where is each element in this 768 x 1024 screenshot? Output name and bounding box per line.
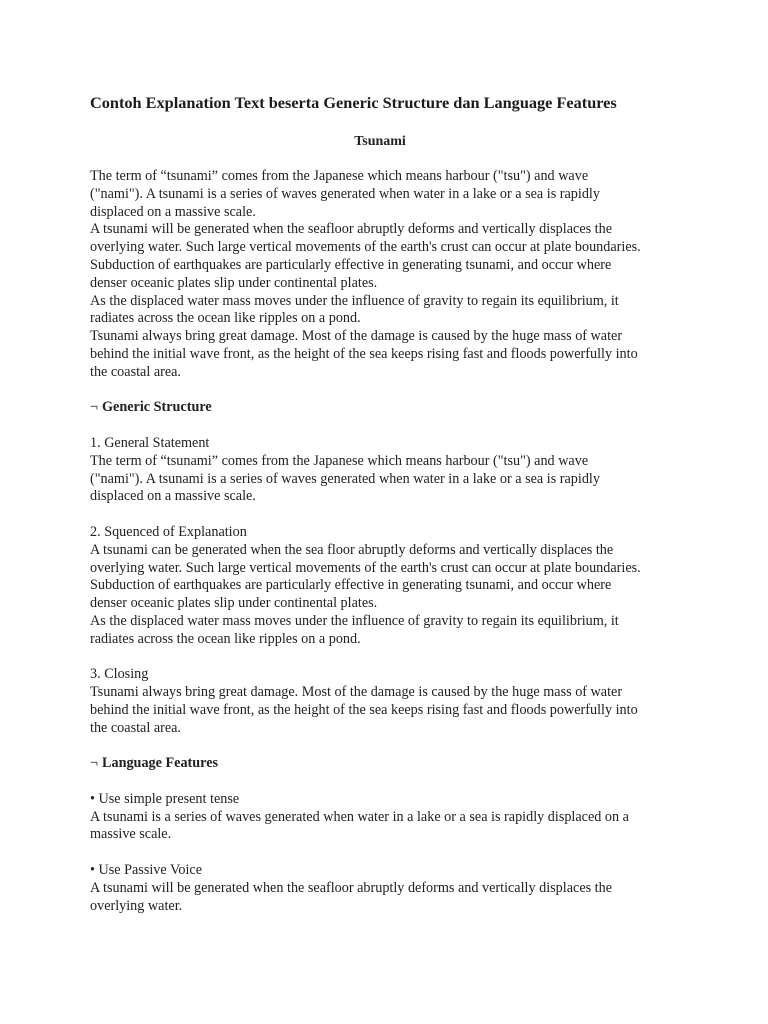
text-line: Subduction of earthquakes are particularly effective in generating tsunami, and occur where bbox=[90, 577, 612, 594]
text-line: behind the initial wave front, as the height of the sea keeps rising fast and floods powerfully into bbox=[90, 701, 638, 718]
not-sign-bullet-icon: ¬ bbox=[90, 399, 99, 416]
text-line: radiates across the ocean like ripples on a pond. bbox=[90, 630, 361, 647]
text-line: A tsunami can be generated when the sea floor abruptly deforms and vertically displaces the bbox=[90, 541, 614, 558]
text-line: denser oceanic plates slip under continental plates. bbox=[90, 274, 378, 291]
generic-structure-heading bbox=[90, 399, 690, 417]
section-heading-text: Language Features bbox=[102, 755, 219, 772]
section-label: 3. Closing bbox=[90, 666, 149, 683]
text-line: overlying water. bbox=[90, 897, 183, 914]
text-line: displaced on a massive scale. bbox=[90, 203, 256, 220]
text-line: the coastal area. bbox=[90, 363, 181, 380]
text-line: behind the initial wave front, as the height of the sea keeps rising fast and floods powerfully into bbox=[90, 345, 638, 362]
text-line: radiates across the ocean like ripples on a pond. bbox=[90, 310, 361, 327]
text-line: overlying water. Such large vertical movements of the earth's crust can occur at plate boundaries. bbox=[90, 559, 641, 576]
text-line: ("nami"). A tsunami is a series of waves generated when water in a lake or a sea is rapidly bbox=[90, 470, 600, 487]
simple-present-feature bbox=[90, 791, 690, 844]
text-line: A tsunami is a series of waves generated when water in a lake or a sea is rapidly displaced on a bbox=[90, 808, 629, 825]
text-line: Tsunami always bring great damage. Most of the damage is caused by the huge mass of water bbox=[90, 328, 623, 345]
text-line: A tsunami will be generated when the seafloor abruptly deforms and vertically displaces the bbox=[90, 221, 613, 238]
closing-section bbox=[90, 666, 690, 737]
text-line: Subduction of earthquakes are particularly effective in generating tsunami, and occur where bbox=[90, 256, 612, 273]
text-line: overlying water. Such large vertical movements of the earth's crust can occur at plate boundaries. bbox=[90, 239, 641, 256]
section-heading-text: Generic Structure bbox=[102, 399, 212, 416]
language-features-heading bbox=[90, 755, 690, 773]
text-line: the coastal area. bbox=[90, 719, 181, 736]
sequence-of-explanation-section bbox=[90, 524, 690, 649]
feature-label: • Use Passive Voice bbox=[90, 862, 203, 879]
text-line: As the displaced water mass moves under the influence of gravity to regain its equilibrium, it bbox=[90, 292, 619, 309]
document-title: Contoh Explanation Text beserta Generic Structure dan Language Features bbox=[90, 93, 617, 112]
section-label: 1. General Statement bbox=[90, 434, 210, 451]
text-line: A tsunami will be generated when the seafloor abruptly deforms and vertically displaces the bbox=[90, 879, 613, 896]
intro-paragraph bbox=[90, 168, 690, 382]
text-line: As the displaced water mass moves under the influence of gravity to regain its equilibrium, it bbox=[90, 612, 619, 629]
section-label: 2. Squenced of Explanation bbox=[90, 523, 247, 540]
text-line: The term of “tsunami” comes from the Japanese which means harbour ("tsu") and wave bbox=[90, 168, 589, 184]
document-subtitle: Tsunami bbox=[354, 134, 406, 149]
document-page bbox=[90, 92, 690, 915]
text-line: displaced on a massive scale. bbox=[90, 488, 256, 505]
text-line: Tsunami always bring great damage. Most of the damage is caused by the huge mass of water bbox=[90, 684, 623, 701]
text-line: ("nami"). A tsunami is a series of waves generated when water in a lake or a sea is rapidly bbox=[90, 185, 600, 202]
not-sign-bullet-icon: ¬ bbox=[90, 755, 99, 772]
passive-voice-feature bbox=[90, 862, 690, 915]
general-statement-section bbox=[90, 435, 690, 506]
text-line: The term of “tsunami” comes from the Japanese which means harbour ("tsu") and wave bbox=[90, 452, 589, 469]
text-line: massive scale. bbox=[90, 826, 172, 843]
feature-label: • Use simple present tense bbox=[90, 790, 240, 807]
text-line: denser oceanic plates slip under continental plates. bbox=[90, 595, 378, 612]
